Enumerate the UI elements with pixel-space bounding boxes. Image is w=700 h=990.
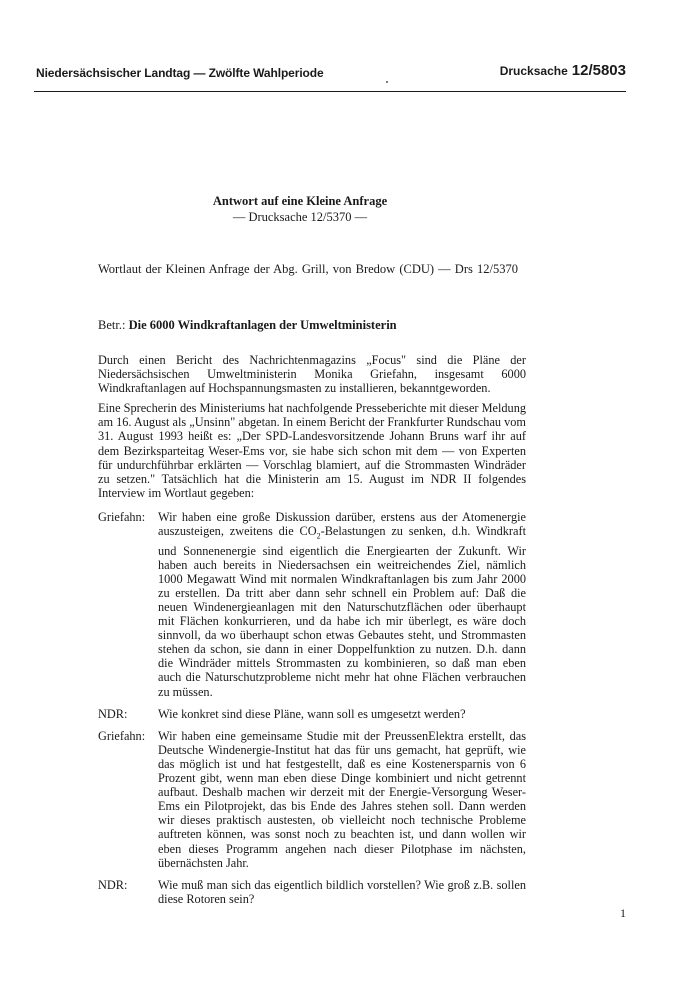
body-text [98, 353, 526, 506]
header-parliament: Niedersächsischer Landtag — Zwölfte Wahlperiode [36, 66, 324, 80]
speaker-label: NDR: [98, 706, 128, 721]
header-drucksache [500, 62, 626, 80]
speaker-label: Griefahn: [98, 510, 146, 524]
speech-text: Wir haben eine große Diskussion darüber, erstens aus der Atomenergie auszusteigen, zweitens die $CO_2$-Belastungen zu senken, d.h. Windkraft und Sonnenenergie sind eigentlich die Energiearten der Zukunft. Wir haben auch bereits in Niedersachsen ein weitreichendes Ziel, nämlich 1000 Megawatt Wind mit normalen Windkraftanlagen bis zum Jahr 2000 zu erstellen. Da tritt aber dann sehr schnell ein Problem auf: Daß die neuen Windenergieanlagen mit den Naturschutzflächen oder überhaupt mit Flächen konkurrieren, und da habe ich mir überlegt, es wäre doch sinnvoll, da wo überhaupt schon etwas Gebautes steht, und Strommasten stehen da schon, sie dann in einer Doppelfunktion zu nutzen. D.h. dann die Windräder mittels Strommasten zu kombinieren, so daß man eben auch die Naturschutzprobleme nicht mehr hat ohne Flächen verbrauchen zu müssen. [158, 510, 526, 699]
dialog-turn [98, 729, 526, 870]
dialog-turn [98, 878, 526, 906]
speech-text: Wir haben eine gemeinsame Studie mit der PreussenElektra erstellt, das Deutsche Windenergie-Institut hat das für uns gemacht, hat geprüft, wie das möglich ist und hat festgestellt, daß es eine Kostenersparnis von 6 Prozent gibt, wenn man eben diese Dinge kombiniert und nicht getrennt aufbaut. Deshalb machen wir derzeit mit der Energie-Versorgung Weser-Ems ein Pilotprojekt, das bis Ende des Jahres stehen soll. Dann werden wir dieses praktisch austesten, ob vielleicht noch technische Probleme auftreten können, was sonst noch zu beachten ist, und dann wollen wir eben dieses Programm angehen nach dieser Pilotphase im nächsten, übernächsten Jahr. [158, 728, 526, 870]
subject-text: Die 6000 Windkraftanlagen der Umweltministerin [128, 318, 397, 332]
wortlaut-line: Wortlaut der Kleinen Anfrage der Abg. Grill, von Bredow (CDU) — Drs 12/5370 [98, 262, 518, 276]
speech-text: Wie konkret sind diese Pläne, wann soll es umgesetzt werden? [158, 706, 466, 721]
title-line-2: — Drucksache 12/5370 — [232, 210, 368, 224]
subject-prefix: Betr.: [98, 318, 126, 332]
paragraph: Durch einen Bericht des Nachrichtenmagazins „Focus" sind die Pläne der Niedersächsischen Umweltministerin Monika Griefahn, insgesamt 6000 Windkraftanlagen auf Hochspannungsmasten zu installieren, bekanntgeworden. [98, 353, 526, 396]
page-number: 1 [620, 906, 626, 920]
speaker-label: NDR: [98, 877, 128, 892]
document-title [0, 193, 600, 225]
dialog-turn [98, 707, 526, 721]
header-drucksache-number: 12/5803 [571, 62, 626, 79]
dialog-turn [98, 510, 526, 699]
interview-transcript [98, 510, 526, 914]
paragraph: Eine Sprecherin des Ministeriums hat nachfolgende Presseberichte mit dieser Meldung am 16. August als „Unsinn" abgetan. In einem Bericht der Frankfurter Rundschau vom 31. August 1993 heißt es: „Der SPD-Landesvorsitzende Johann Bruns warf ihr auf dem Bezirksparteitag Weser-Ems vor, sie habe sich schon mit dem — von Experten für undurchführbar erklärten — Vorschlag blamiert, auf die Strommasten Windräder zu setzen." Tatsächlich hat die Ministerin am 15. August im NDR II folgendes Interview im Wortlaut gegeben: [98, 401, 526, 500]
subject-line [98, 318, 397, 333]
header-drucksache-label: Drucksache [499, 64, 568, 78]
speaker-label: Griefahn: [98, 728, 146, 743]
speech-text: Wie muß man sich das eigentlich bildlich vorstellen? Wie groß z.B. sollen diese Rotoren sein? [158, 877, 526, 906]
header-rule [34, 91, 626, 92]
scan-speck [386, 81, 388, 83]
title-line-1: Antwort auf eine Kleine Anfrage [212, 194, 388, 208]
